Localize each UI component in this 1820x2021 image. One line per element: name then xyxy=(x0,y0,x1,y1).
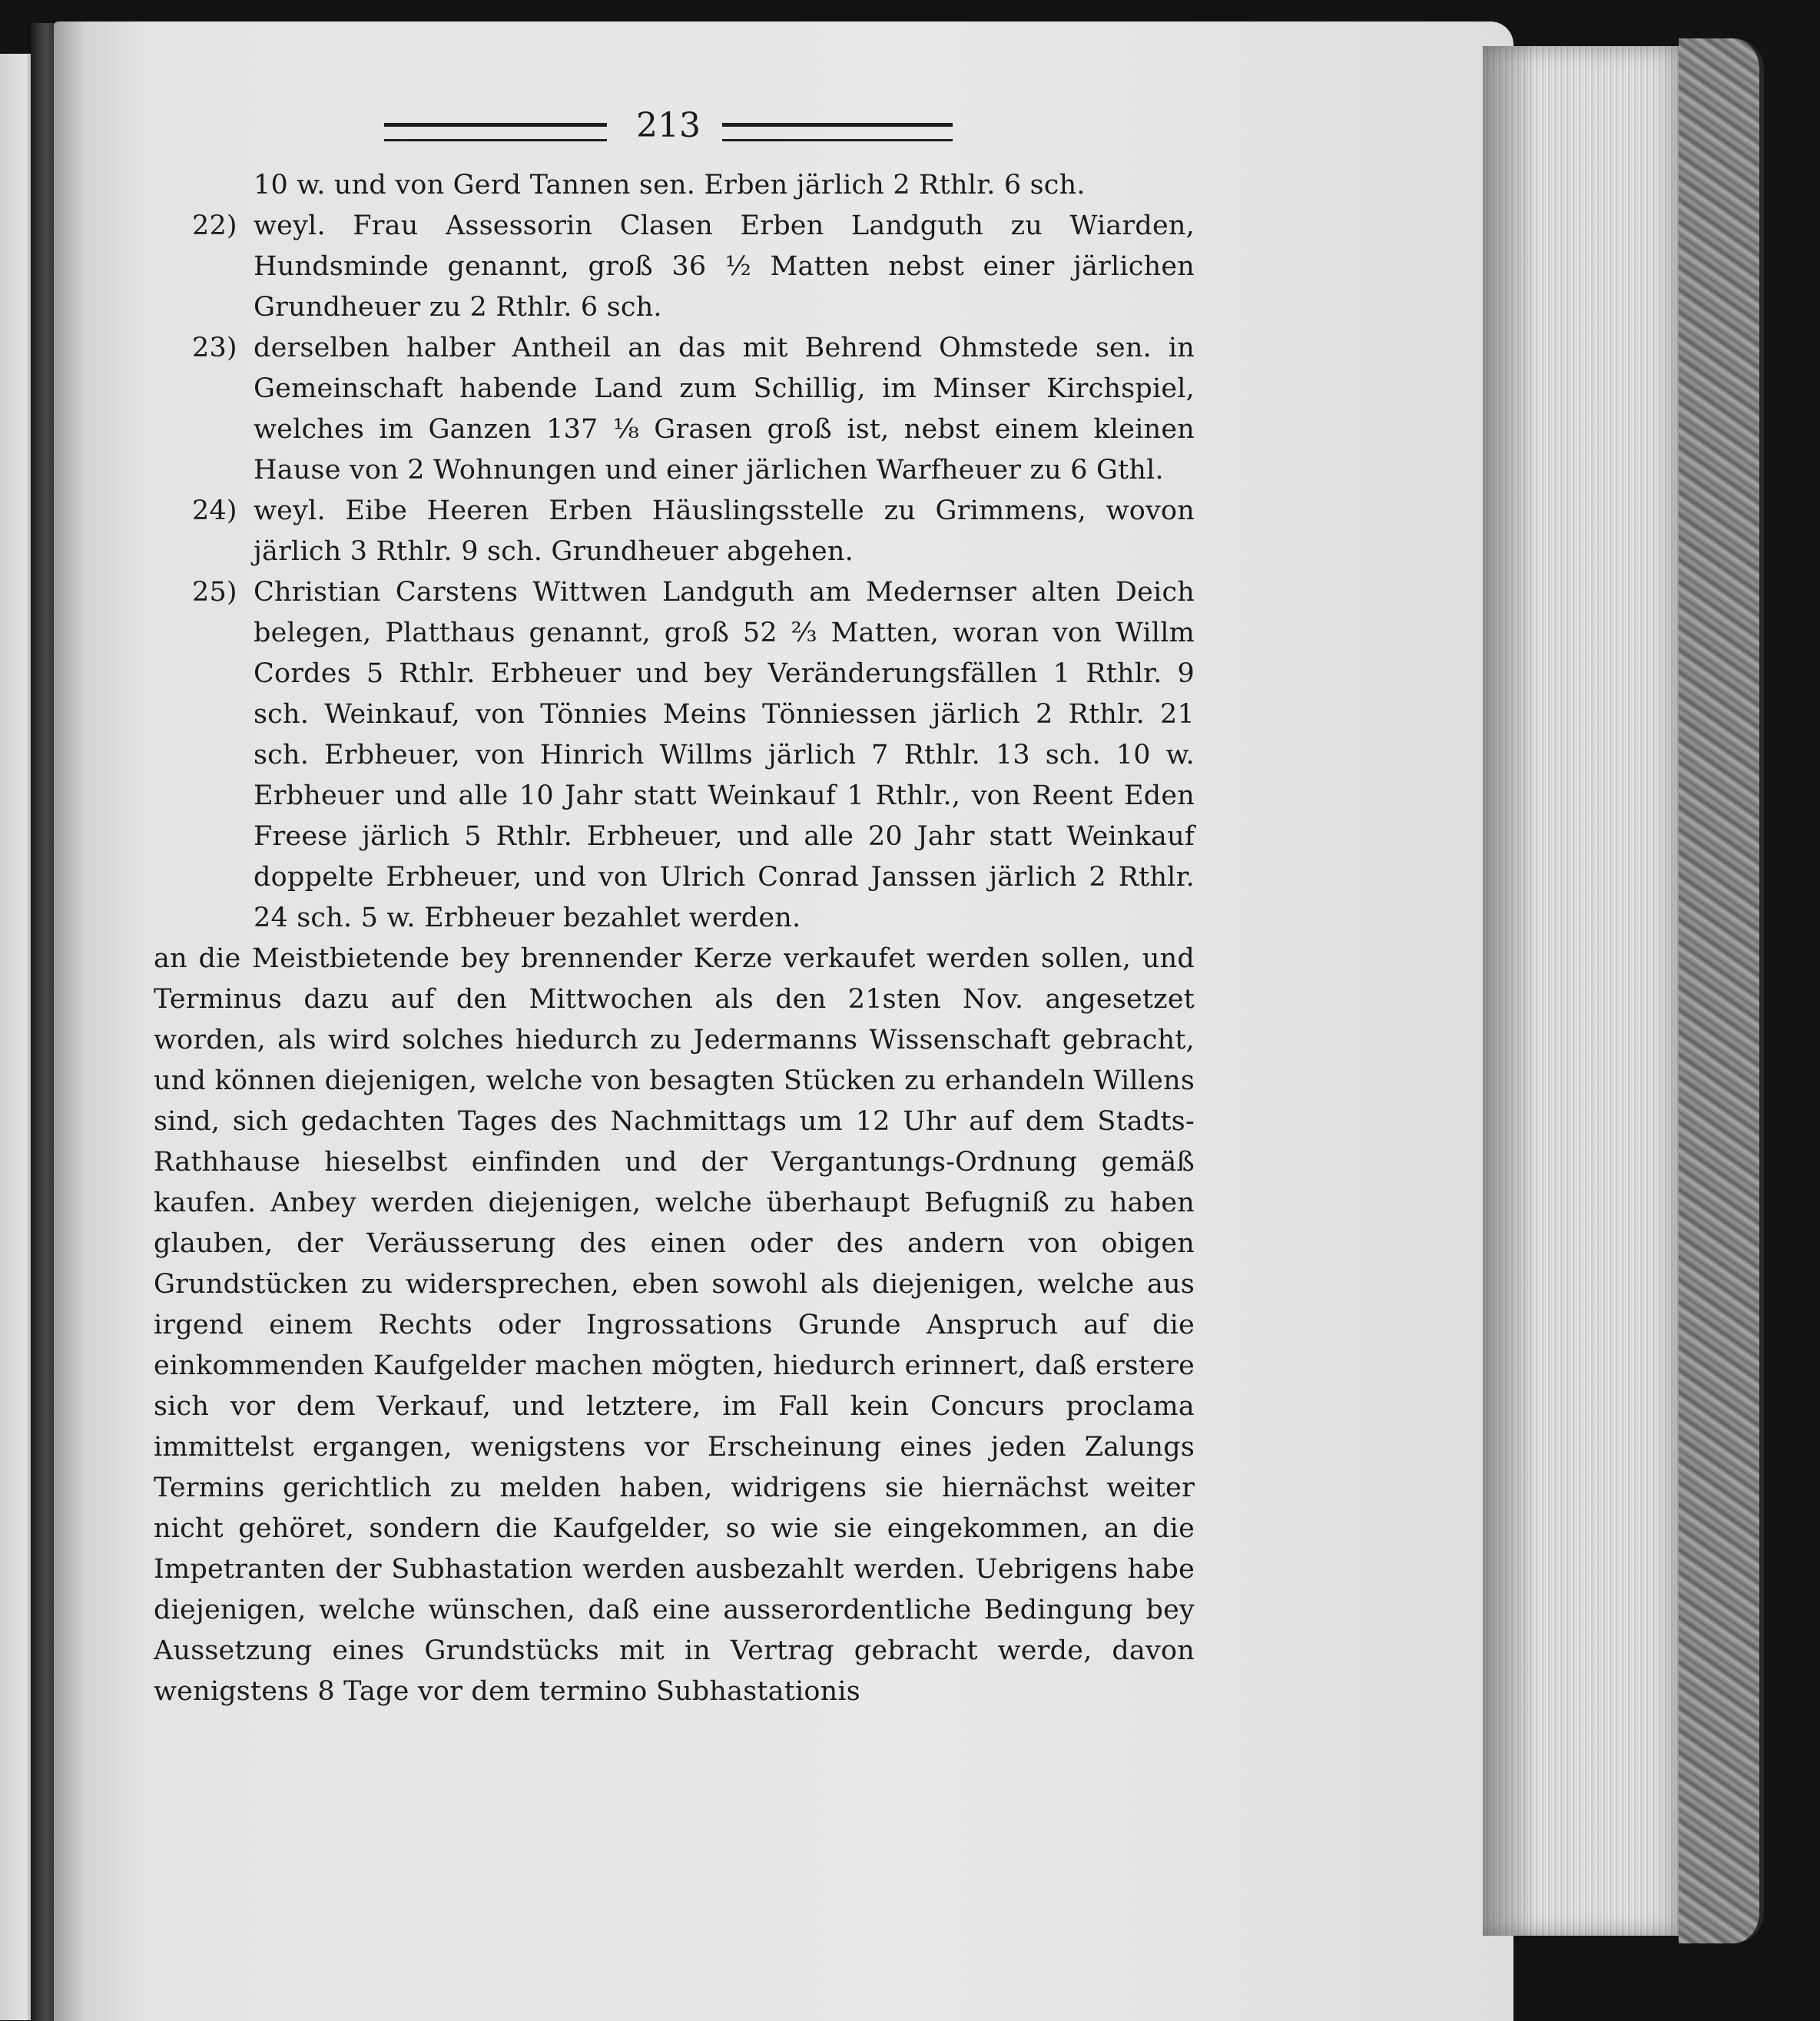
book-cover-board xyxy=(1679,38,1764,1943)
list-item xyxy=(154,572,1195,939)
closing-paragraph xyxy=(154,939,1195,1712)
entry-number: 23) xyxy=(192,333,237,363)
entry-text: derselben halber Antheil an das mit Behrend Ohmstede sen. in Gemeinschaft habende Land zum Schillig, im Minser Kirchspiel, welches im Ganzen 137 ⅛ Grasen groß ist, nebst einem kleinen Hause von 2 Wohnungen und einer järlichen Warfheuer zu 6 Gthl. xyxy=(254,333,1195,485)
page-edge-shadow xyxy=(1483,46,1537,1936)
entry-number: 25) xyxy=(192,577,237,608)
header-rule-left xyxy=(384,123,607,141)
entry-text: Christian Carstens Wittwen Landguth am Medernser alten Deich belegen, Platthaus genannt, groß 52 ⅔ Matten, woran von Willm Cordes 5 Rthlr. Erbheuer und bey Veränderungsfällen 1 Rthlr. 9 sch. Weinkauf, von Tönnies Meins Tönniessen järlich 2 Rthlr. 21 sch. Erbheuer, von Hinrich Willms järlich 7 Rthlr. 13 sch. 10 w. Erbheuer und alle 10 Jahr statt Weinkauf 1 Rthlr., von Reent Eden Freese järlich 5 Rthlr. Erbheuer, und alle 20 Jahr statt Weinkauf doppelte Erbheuer, und von Ulrich Conrad Janssen järlich 2 Rthlr. 24 sch. 5 w. Erbheuer bezahlet werden. xyxy=(254,577,1195,933)
entry-text: weyl. Eibe Heeren Erben Häuslingsstelle zu Grimmens, wovon järlich 3 Rthlr. 9 sch. Grundheuer abgehen. xyxy=(254,495,1195,567)
page-body xyxy=(154,165,1195,1712)
list-item xyxy=(154,491,1195,572)
entry-number: 22) xyxy=(192,210,237,241)
entry-text: weyl. Frau Assessorin Clasen Erben Landguth zu Wiarden, Hundsminde genannt, groß 36 ½ Matten nebst einer järlichen Grundheuer zu 2 Rthlr. 6 sch. xyxy=(254,210,1195,323)
list-item xyxy=(154,328,1195,491)
closing-text: an die Meistbietende bey brennender Kerze verkaufet werden sollen, und Terminus dazu auf den Mittwochen als den 21sten Nov. angesetzet worden, als wird solches hiedurch zu Jedermanns Wissenschaft gebracht, und können diejenigen, welche von besagten Stücken zu erhandeln Willens sind, sich gedachten Tages des Nachmittags um 12 Uhr auf dem Stadts-Rathhause hieselbst einfinden und der Vergantungs-Ordnung gemäß kaufen. Anbey werden diejenigen, welche überhaupt Befugniß zu haben glauben, der Veräusserung des einen oder des andern von obigen Grundstücken zu widersprechen, eben sowohl als diejenigen, welche aus irgend einem Rechts oder Ingrossations Grunde Anspruch auf die einkommenden Kaufgelder machen mögten, hiedurch erinnert, daß erstere sich vor dem Verkauf, und letztere, im Fall kein Concurs proclama immittelst ergangen, wenigstens vor Erscheinung eines jeden Zalungs Termins gerichtlich zu melden haben, widrigens sie hiernächst weiter nicht gehöret, sondern die Kaufgelder, so wie sie eingekommen, an die Impetranten der Subhastation werden ausbezahlt werden. Uebrigens habe diejenigen, welche wünschen, daß eine ausserordentliche Bedingung bey Aussetzung eines Grundstücks mit in Vertrag gebracht werde, davon wenigstens 8 Tage vor dem termino Subhastationis xyxy=(154,943,1195,1707)
continuation-line: 10 w. und von Gerd Tannen sen. Erben järlich 2 Rthlr. 6 sch. xyxy=(254,170,1086,200)
entry-number: 24) xyxy=(192,495,237,526)
page-number: 213 xyxy=(636,106,701,145)
header-rule-right xyxy=(722,123,953,141)
list-item xyxy=(154,206,1195,328)
page-header xyxy=(384,106,953,152)
